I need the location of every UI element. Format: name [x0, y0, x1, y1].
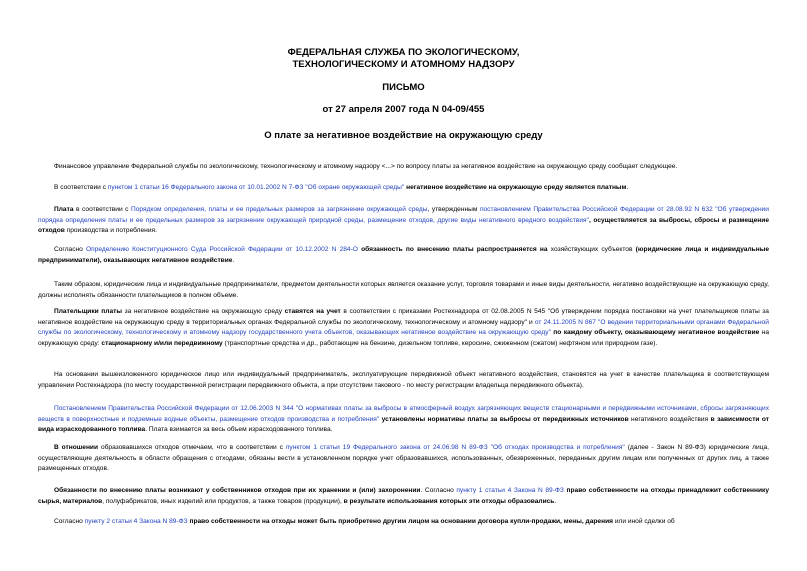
- resolution-344-link[interactable]: Постановлением Правительства Российской Федерации от 12.06.2003 N 344 "О нормативах платы за выбросы в атмосферный воздух загрязняющих веществ стационарными и передвижными источниками, сбросы загрязняющих веществ в поверхностные и подземные водные объекты, размещение отходов производства и потребления": [38, 405, 769, 423]
- bold-text: Плательщики платы: [54, 308, 122, 315]
- paragraph-1: [38, 162, 769, 173]
- paragraph-2: [38, 183, 769, 194]
- org-name-line-2: ТЕХНОЛОГИЧЕСКОМУ И АТОМНОМУ НАДЗОРУ: [292, 59, 515, 70]
- bold-text: ставятся на учет: [284, 308, 341, 315]
- law-89fz-article19-link[interactable]: пунктом 1 статьи 19 Федерального закона от 24.06.98 N 89-ФЗ "Об отходах производства и потребления": [285, 444, 625, 451]
- text: .: [626, 184, 629, 191]
- text: .: [554, 497, 557, 505]
- text: производства и потребления.: [64, 227, 157, 234]
- text: . Плата взимается за весь объем израсходованного топлива.: [145, 426, 333, 433]
- text: на окружающую среду:: [38, 329, 770, 347]
- text: Таким образом, юридические лица и индивидуальные предприниматели, предметом деятельности которых является оказание услуг, торговля товарами и иные виды деятельности, негативно воздействующие на окружающую среду, должны исполнять обязанности плательщиков в полном объеме.: [38, 281, 769, 299]
- org-name-line-1: ФЕДЕРАЛЬНАЯ СЛУЖБА ПО ЭКОЛОГИЧЕСКОМУ,: [287, 47, 520, 58]
- paragraph-11: [38, 517, 769, 528]
- text: Согласно: [54, 518, 85, 525]
- text: , утвержденным: [427, 206, 480, 213]
- order-867-link[interactable]: от 24.11.2005 N 867 "О ведении территориальными органами Федеральной службы по экологическому, технологическому и атомному надзору государственного учета объектов, оказывающих негативное воздействие на окружающую среду": [38, 318, 769, 336]
- bold-text: Плата: [54, 206, 74, 213]
- law-89fz-article4-p2-link[interactable]: пункту 2 статьи 4 Закона N 89-ФЗ: [84, 518, 188, 525]
- paragraph-4: [38, 245, 769, 266]
- bold-text: в результате использования которых эти отходы образовались: [343, 497, 555, 505]
- bold-text: стационарному и/или передвижному: [101, 339, 223, 347]
- text: или иной сделки об: [612, 518, 675, 525]
- bold-text: обязанность по внесению платы распространяется на: [357, 246, 548, 253]
- bold-text: право собственности на отходы принадлежит собственнику сырья, материалов: [38, 487, 769, 505]
- text: в соответствии с: [73, 206, 132, 213]
- text: , полуфабрикатов, иных изделий или продуктов, а также товаров (продукции),: [102, 497, 344, 505]
- bold-text: В отношении: [54, 444, 99, 451]
- text: В соответствии с: [54, 184, 108, 191]
- text: (транспортные средства и др., работающие на бензине, дизельном топливе, керосине, сжиженном (сжатом) нефтяном или природном газе).: [222, 339, 658, 347]
- text: На основании вышеизложенного юридическое лицо или индивидуальный предприниматель, эксплуатирующие передвижной объект негативного воздействия, становятся на учет в качестве плательщика в соответствующем управлении Ростехнадзора (по месту государственной регистрации передвижного объекта, а при отсутствии такового - по месту регистрации владельца передвижного объекта).: [38, 371, 769, 389]
- bold-text: установлены нормативы платы за выбросы от передвижных источников: [379, 415, 629, 423]
- paragraph-7: [38, 370, 769, 391]
- paragraph-10: [38, 486, 769, 507]
- text: в соответствии с приказами Ростехнадзора от 02.08.2005 N 545 "Об утверждении порядка постановки на учет плательщиков платы за негативное воздействие на окружающую среду в территориальных органах Федеральной службы по экологическому, технологическому и атомному надзору" и: [38, 308, 769, 326]
- text: .: [232, 256, 235, 264]
- payment-procedure-link[interactable]: Порядком определения, платы и ее предельных размеров за загрязнение окружающей среды: [131, 206, 428, 213]
- paragraph-3: [38, 205, 769, 237]
- text: (далее - Закон N 89-ФЗ) юридические лица, осуществляющие деятельность в области обращения с отходами, обязаны вести в установленном порядке учет образовавшихся, использованных, обезвреженных, переданных другим лицам или полученных от других лиц, а также размещенных отходов.: [38, 444, 769, 472]
- paragraph-5: [38, 280, 769, 301]
- bold-text: право собственности на отходы может быть приобретено другим лицом на основании договора купли-продажи, мены, дарения: [187, 518, 613, 525]
- text: образовавшихся отходов отмечаем, что в соответствии с: [98, 444, 286, 451]
- text: негативного воздействия: [628, 415, 711, 423]
- bold-text: Обязанности по внесению платы возникают у собственников отходов при их хранении и (или) захоронении: [54, 487, 421, 494]
- bold-text: , осуществляется за выбросы, сбросы и размещение отходов: [38, 216, 769, 234]
- text: Согласно: [54, 246, 86, 253]
- resolution-632-link[interactable]: постановлением Правительства Российской Федерации от 28.08.92 N 632 "Об утверждении порядка определения платы и ее предельных размеров за загрязнение окружающей природной среды, размещение отходов, другие виды негативного вредного воздействия": [38, 206, 769, 224]
- law-7fz-link[interactable]: пунктом 1 статьи 16 Федерального закона от 10.01.2002 N 7-ФЗ "Об охране окружающей среды": [107, 184, 405, 191]
- bold-text: в зависимости от вида израсходованного топлива: [38, 415, 769, 433]
- text: Финансовое управление Федеральной службы по экологическому, технологическому и атомному надзору <...> по вопросу платы за негативное воздействие на окружающую среду сообщает следующее.: [54, 163, 678, 170]
- bold-text: (юридические лица и индивидуальные предприниматели), оказывающих негативное воздействие: [38, 246, 769, 264]
- paragraph-9: [38, 443, 769, 475]
- text: хозяйствующих субъектов: [547, 246, 636, 253]
- paragraph-6: [38, 307, 769, 349]
- law-89fz-article4-p1-link[interactable]: пункту 1 статьи 4 Закона N 89-ФЗ: [456, 487, 564, 494]
- text: . Согласно: [420, 487, 457, 494]
- paragraph-8: [38, 404, 769, 436]
- document-date: от 27 апреля 2007 года N 04-09/455: [322, 104, 485, 115]
- constitutional-court-link[interactable]: Определению Конституционного Суда Российской Федерации от 10.12.2002 N 284-О: [86, 246, 358, 253]
- bold-text: негативное воздействие на окружающую среду является платным: [404, 184, 627, 191]
- bold-text: по каждому объекту, оказывающему негативное воздействие: [550, 329, 760, 336]
- document-type: ПИСЬМО: [382, 82, 425, 93]
- text: за негативное воздействие на окружающую среду: [122, 308, 285, 315]
- document-title: О плате за негативное воздействие на окружающую среду: [264, 130, 543, 141]
